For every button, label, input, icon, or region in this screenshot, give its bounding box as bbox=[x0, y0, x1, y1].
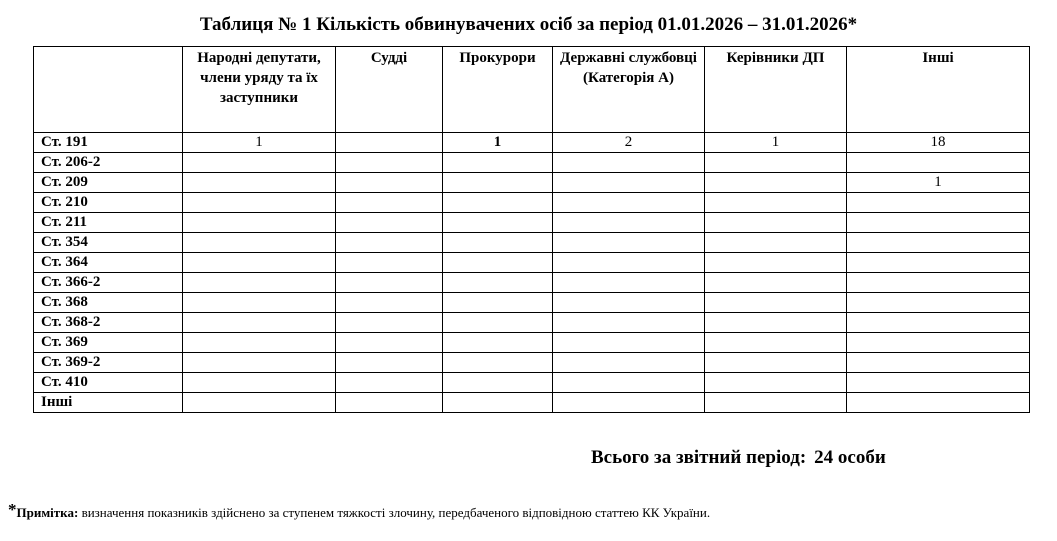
footnote-label: Примітка: bbox=[16, 505, 79, 520]
total-summary bbox=[591, 446, 886, 470]
table-row bbox=[34, 373, 1030, 393]
table-cell bbox=[553, 253, 705, 273]
table-cell bbox=[553, 353, 705, 373]
table-cell bbox=[336, 253, 443, 273]
table-cell bbox=[183, 293, 336, 313]
table-cell bbox=[443, 293, 553, 313]
table-cell bbox=[847, 153, 1030, 173]
table-cell bbox=[336, 233, 443, 253]
table-cell bbox=[705, 153, 847, 173]
header-prosecutors: Прокурори bbox=[443, 47, 553, 133]
table-row bbox=[34, 193, 1030, 213]
table-cell bbox=[847, 393, 1030, 413]
table-cell bbox=[553, 373, 705, 393]
table-cell bbox=[847, 373, 1030, 393]
table-row bbox=[34, 253, 1030, 273]
total-value: 24 особи bbox=[814, 447, 886, 468]
table-cell bbox=[705, 353, 847, 373]
row-label: Ст. 210 bbox=[34, 193, 183, 213]
table-cell bbox=[336, 153, 443, 173]
table-cell bbox=[336, 313, 443, 333]
table-cell bbox=[847, 213, 1030, 233]
table-cell bbox=[336, 293, 443, 313]
table-cell bbox=[847, 193, 1030, 213]
table-cell bbox=[705, 193, 847, 213]
table-cell bbox=[443, 393, 553, 413]
table-row bbox=[34, 153, 1030, 173]
table-cell bbox=[443, 333, 553, 353]
table-row bbox=[34, 393, 1030, 413]
table-cell bbox=[553, 293, 705, 313]
row-label: Ст. 369 bbox=[34, 333, 183, 353]
header-mps: Народні депутати, члени уряду та їх заступники bbox=[183, 47, 336, 133]
table-cell bbox=[443, 373, 553, 393]
table-row bbox=[34, 313, 1030, 333]
table-cell bbox=[336, 193, 443, 213]
table-cell bbox=[183, 173, 336, 193]
table-cell bbox=[443, 173, 553, 193]
table-cell bbox=[705, 393, 847, 413]
header-corner bbox=[34, 47, 183, 133]
table-cell bbox=[553, 193, 705, 213]
header-civil-servants: Державні службовці (Категорія А) bbox=[553, 47, 705, 133]
table-cell bbox=[336, 173, 443, 193]
table-cell bbox=[443, 233, 553, 253]
table-cell bbox=[336, 273, 443, 293]
header-judges: Судді bbox=[336, 47, 443, 133]
table-cell bbox=[443, 213, 553, 233]
table-cell bbox=[705, 373, 847, 393]
table-cell bbox=[183, 153, 336, 173]
table-cell bbox=[847, 333, 1030, 353]
table-cell bbox=[443, 253, 553, 273]
table-cell bbox=[553, 173, 705, 193]
table-cell bbox=[705, 273, 847, 293]
table-row bbox=[34, 353, 1030, 373]
table-cell bbox=[553, 333, 705, 353]
table-row bbox=[34, 333, 1030, 353]
table-cell bbox=[553, 233, 705, 253]
table-cell bbox=[847, 293, 1030, 313]
table-cell bbox=[336, 333, 443, 353]
footnote-text: визначення показників здійснено за ступенем тяжкості злочину, передбаченого відповідною статтею КК України. bbox=[81, 505, 711, 520]
row-label: Ст. 369-2 bbox=[34, 353, 183, 373]
table-cell: 18 bbox=[847, 133, 1030, 153]
row-label: Ст. 191 bbox=[34, 133, 183, 153]
header-others: Інші bbox=[847, 47, 1030, 133]
footnote-marker: * bbox=[8, 500, 17, 519]
table-row bbox=[34, 233, 1030, 253]
table-cell bbox=[443, 353, 553, 373]
table-cell bbox=[705, 233, 847, 253]
table-cell bbox=[336, 133, 443, 153]
row-label: Ст. 211 bbox=[34, 213, 183, 233]
table-cell bbox=[847, 353, 1030, 373]
table-row bbox=[34, 293, 1030, 313]
table-cell bbox=[847, 273, 1030, 293]
table-row bbox=[34, 173, 1030, 193]
table-cell bbox=[443, 273, 553, 293]
table-cell bbox=[183, 333, 336, 353]
table-cell bbox=[705, 173, 847, 193]
table-cell bbox=[183, 213, 336, 233]
page-title: Таблиця № 1 Кількість обвинувачених осіб за період 01.01.2026 – 31.01.2026* bbox=[199, 14, 858, 35]
header-row bbox=[34, 47, 1030, 133]
table-cell bbox=[183, 253, 336, 273]
row-label: Ст. 364 bbox=[34, 253, 183, 273]
table-cell bbox=[553, 313, 705, 333]
table-cell bbox=[705, 293, 847, 313]
table-cell bbox=[705, 253, 847, 273]
table-cell bbox=[183, 353, 336, 373]
table-row bbox=[34, 273, 1030, 293]
table-cell bbox=[336, 393, 443, 413]
table-cell bbox=[443, 153, 553, 173]
row-label: Ст. 368 bbox=[34, 293, 183, 313]
row-label: Ст. 206-2 bbox=[34, 153, 183, 173]
table-cell bbox=[336, 373, 443, 393]
table-cell bbox=[847, 313, 1030, 333]
table-cell bbox=[705, 213, 847, 233]
table-cell bbox=[336, 213, 443, 233]
total-label: Всього за звітний період: bbox=[591, 447, 807, 468]
table-cell: 2 bbox=[553, 133, 705, 153]
table-cell bbox=[336, 353, 443, 373]
table-cell bbox=[443, 313, 553, 333]
table-cell bbox=[553, 393, 705, 413]
row-label: Ст. 209 bbox=[34, 173, 183, 193]
accused-persons-table bbox=[33, 46, 1030, 413]
table-cell bbox=[183, 233, 336, 253]
table-cell bbox=[553, 213, 705, 233]
row-label: Ст. 410 bbox=[34, 373, 183, 393]
footnote bbox=[8, 500, 710, 523]
row-label: Інші bbox=[34, 393, 183, 413]
table-cell bbox=[553, 273, 705, 293]
table-cell bbox=[847, 253, 1030, 273]
table-row bbox=[34, 213, 1030, 233]
table-cell bbox=[183, 313, 336, 333]
table-cell: 1 bbox=[705, 133, 847, 153]
table-row bbox=[34, 133, 1030, 153]
table-cell bbox=[183, 373, 336, 393]
table-cell bbox=[443, 193, 553, 213]
table-cell: 1 bbox=[443, 133, 553, 153]
table-cell: 1 bbox=[847, 173, 1030, 193]
table-cell: 1 bbox=[183, 133, 336, 153]
table-cell bbox=[705, 313, 847, 333]
table-cell bbox=[553, 153, 705, 173]
row-label: Ст. 366-2 bbox=[34, 273, 183, 293]
row-label: Ст. 354 bbox=[34, 233, 183, 253]
table-cell bbox=[705, 333, 847, 353]
table-cell bbox=[183, 193, 336, 213]
row-label: Ст. 368-2 bbox=[34, 313, 183, 333]
table-cell bbox=[183, 273, 336, 293]
table-cell bbox=[183, 393, 336, 413]
table-cell bbox=[847, 233, 1030, 253]
header-state-enterprise-heads: Керівники ДП bbox=[705, 47, 847, 133]
